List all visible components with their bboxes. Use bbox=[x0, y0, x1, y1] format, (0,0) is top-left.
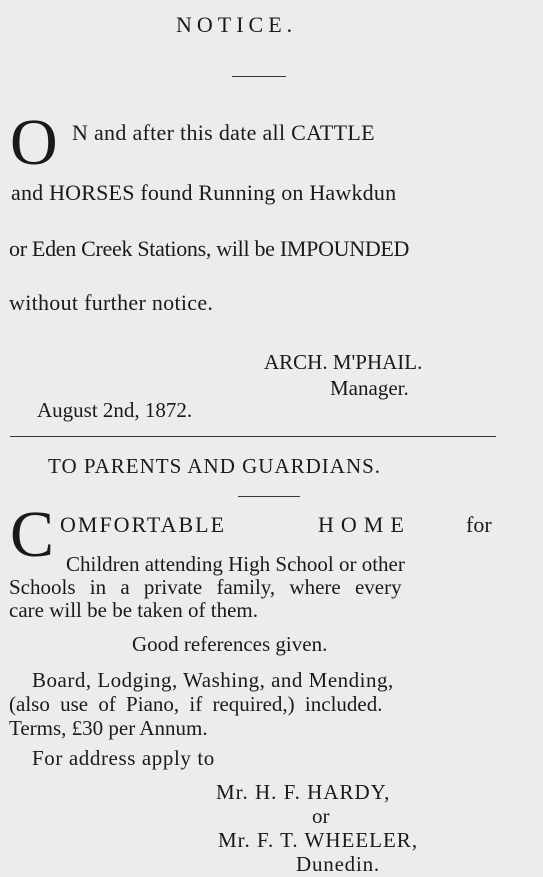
notice-dropcap: O bbox=[10, 106, 58, 179]
notice-signer: ARCH. M'PHAIL. bbox=[264, 350, 423, 374]
advert-line-4: care will be be taken of them. bbox=[9, 598, 258, 622]
advert-or: or bbox=[312, 804, 330, 828]
advert-line-2: Children attending High School or other bbox=[66, 552, 405, 576]
advert-line-6: (also use of Piano, if required,) included. bbox=[9, 692, 383, 716]
advert-line-3: Schools in a private family, where every bbox=[9, 575, 402, 599]
notice-line-1: N and after this date all CATTLE bbox=[72, 120, 375, 145]
advert-line-5: Board, Lodging, Washing, and Mending, bbox=[32, 668, 394, 692]
section-divider bbox=[10, 436, 496, 437]
advert-line-1c: for bbox=[466, 512, 492, 537]
advert-divider bbox=[238, 496, 300, 497]
advert-line-1b: HOME bbox=[318, 512, 411, 537]
advert-city: Dunedin. bbox=[296, 852, 380, 876]
notice-date: August 2nd, 1872. bbox=[37, 398, 193, 422]
advert-terms: Terms, £30 per Annum. bbox=[9, 716, 208, 740]
notice-line-2: and HORSES found Running on Hawkdun bbox=[11, 180, 397, 205]
notice-line-3: or Eden Creek Stations, will be IMPOUNDED bbox=[9, 236, 410, 261]
advert-heading: TO PARENTS AND GUARDIANS. bbox=[48, 454, 382, 478]
advert-contact-1: Mr. H. F. HARDY, bbox=[216, 780, 391, 804]
notice-signer-title: Manager. bbox=[330, 376, 409, 400]
advert-apply: For address apply to bbox=[32, 746, 215, 770]
advert-dropcap: C bbox=[10, 498, 55, 571]
advert-references: Good references given. bbox=[132, 632, 328, 656]
advert-contact-2: Mr. F. T. WHEELER, bbox=[218, 828, 419, 852]
notice-divider bbox=[232, 76, 286, 77]
advert-line-1a: OMFORTABLE bbox=[60, 512, 227, 537]
notice-heading: NOTICE. bbox=[176, 12, 298, 37]
notice-line-4: without further notice. bbox=[9, 290, 214, 315]
